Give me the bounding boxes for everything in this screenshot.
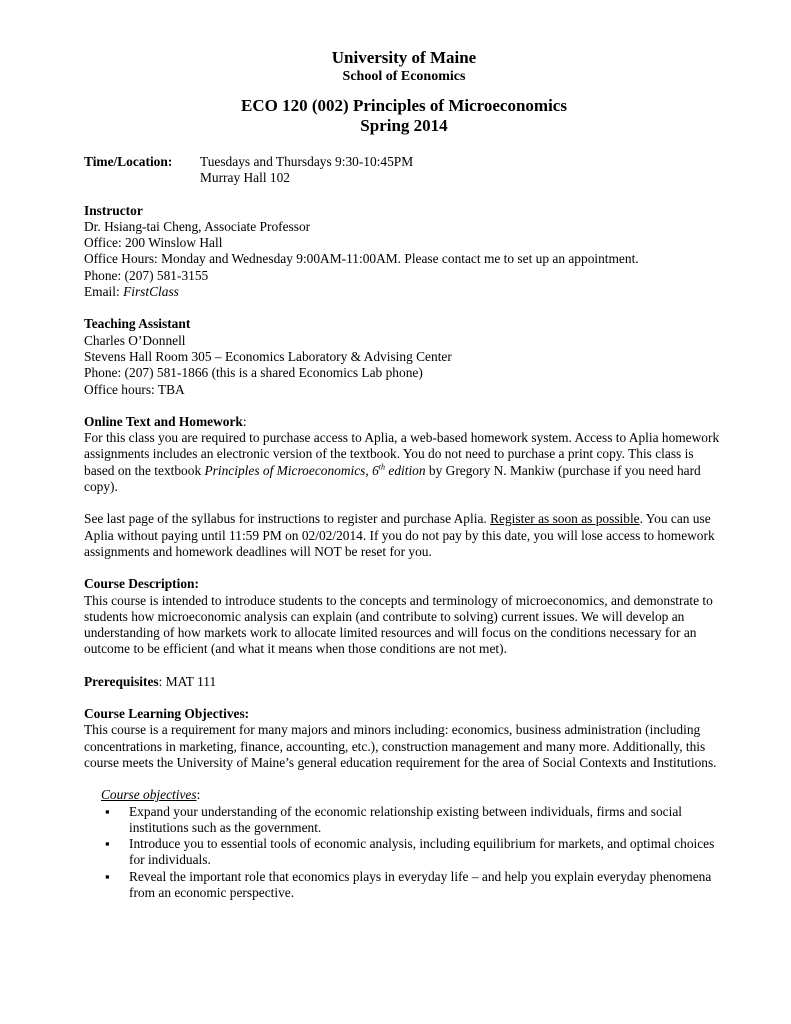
description-text: This course is intended to introduce students to the concepts and terminology of microeconomics, and demonstrate to students how microeconomic analysis can explain (and contribute to solving) current issues. We will develop an understanding of how markets work to allocate limited resources and will focus on the conditions necessary for an outcome to be efficient (and what it means when those conditions are not met). [84, 592, 713, 657]
instructor-section [84, 203, 724, 301]
course-title: ECO 120 (002) Principles of Microeconomics [241, 96, 567, 115]
school-title: School of Economics [342, 69, 466, 84]
online-text-p2-end: . You can use Aplia without paying until 11:59 PM on 02/02/2014. If you do not pay by this date, you will lose access to homework assignments and homework deadlines will NOT be reset for you. [84, 511, 715, 559]
time-location-label: Time/Location: [84, 154, 173, 169]
online-text-paragraph-2 [84, 511, 724, 560]
time-location-values [200, 154, 413, 187]
university-title: University of Maine [331, 48, 477, 67]
ta-phone: Phone: (207) 581-1866 (this is a shared Economics Lab phone) [84, 365, 423, 381]
prerequisites-line [84, 674, 724, 690]
email-value: FirstClass [123, 284, 179, 300]
instructor-office: Office: 200 Winslow Hall [84, 235, 223, 251]
online-text-p2-start: See last page of the syllabus for instructions to register and purchase Aplia. [84, 511, 491, 527]
objectives-heading: Course Learning Objectives: [84, 706, 250, 722]
syllabus-page [84, 48, 724, 901]
online-text-heading-line [84, 414, 724, 430]
ta-room: Stevens Hall Room 305 – Economics Laboratory & Advising Center [84, 348, 452, 364]
instructor-phone: Phone: (207) 581-3155 [84, 267, 209, 283]
instructor-email [84, 284, 724, 300]
list-item: ▪ Expand your understanding of the economic relationship existing between individuals, firms and social institutions such as the government. [129, 804, 724, 837]
ta-hours: Office hours: TBA [84, 381, 185, 397]
online-text-paragraph-1 [84, 430, 724, 495]
prerequisites-value: : MAT 111 [158, 673, 217, 689]
list-item: ▪ Introduce you to essential tools of economic analysis, including equilibrium for markets, and optimal choices for individuals. [129, 836, 724, 869]
course-objectives-title: Course objectives [101, 787, 197, 803]
instructor-hours: Office Hours: Monday and Wednesday 9:00AM-11:00AM. Please contact me to set up an appointment. [84, 251, 639, 267]
register-note: Register as soon as possible [490, 511, 640, 527]
online-text-section [84, 414, 724, 560]
online-text-p1-end: by Gregory N. Mankiw (purchase if you need hard copy). [84, 462, 701, 495]
online-text-heading-colon: : [242, 413, 247, 429]
course-objectives-block [84, 787, 724, 901]
edition-superscript: th [378, 462, 386, 472]
online-text-p1-start: For this class you are required to purchase access to Aplia, a web-based homework system. Access to Aplia homework assignments includes an electronic version of the textbook. You do not need to purchase a print copy. This class is based on the textbook [84, 430, 720, 478]
time-location-block [84, 154, 724, 187]
email-label: Email: [84, 284, 124, 300]
ta-section [84, 316, 724, 397]
prerequisites-heading: Prerequisites [84, 673, 159, 689]
class-location: Murray Hall 102 [200, 170, 290, 186]
objectives-list [101, 804, 724, 902]
textbook-title [205, 463, 426, 478]
course-objectives-colon: : [196, 787, 201, 803]
online-text-heading: Online Text and Homework [84, 413, 243, 429]
course-objectives-title-line [101, 787, 724, 803]
objectives-section [84, 706, 724, 901]
instructor-heading: Instructor [84, 202, 143, 218]
edition-word: edition [385, 462, 426, 478]
instructor-name: Dr. Hsiang-tai Cheng, Associate Professor [84, 218, 311, 234]
ta-name: Charles O’Donnell [84, 332, 186, 348]
course-term: Spring 2014 [360, 116, 448, 135]
description-heading: Course Description: [84, 576, 199, 592]
textbook-name: Principles of Microeconomics, 6 [204, 462, 379, 478]
class-time: Tuesdays and Thursdays 9:30-10:45PM [200, 154, 414, 169]
list-item: ▪ Reveal the important role that economics plays in everyday life – and help you explain everyday phenomena from an economic perspective. [129, 869, 724, 902]
ta-heading: Teaching Assistant [84, 316, 191, 332]
objectives-text: This course is a requirement for many majors and minors including: economics, business administration (including concentrations in marketing, finance, accounting, etc.), construction management and many more. Additionally, this course meets the University of Maine’s general education requirement for the area of Social Contexts and Institutions. [84, 722, 717, 770]
description-section [84, 576, 724, 657]
